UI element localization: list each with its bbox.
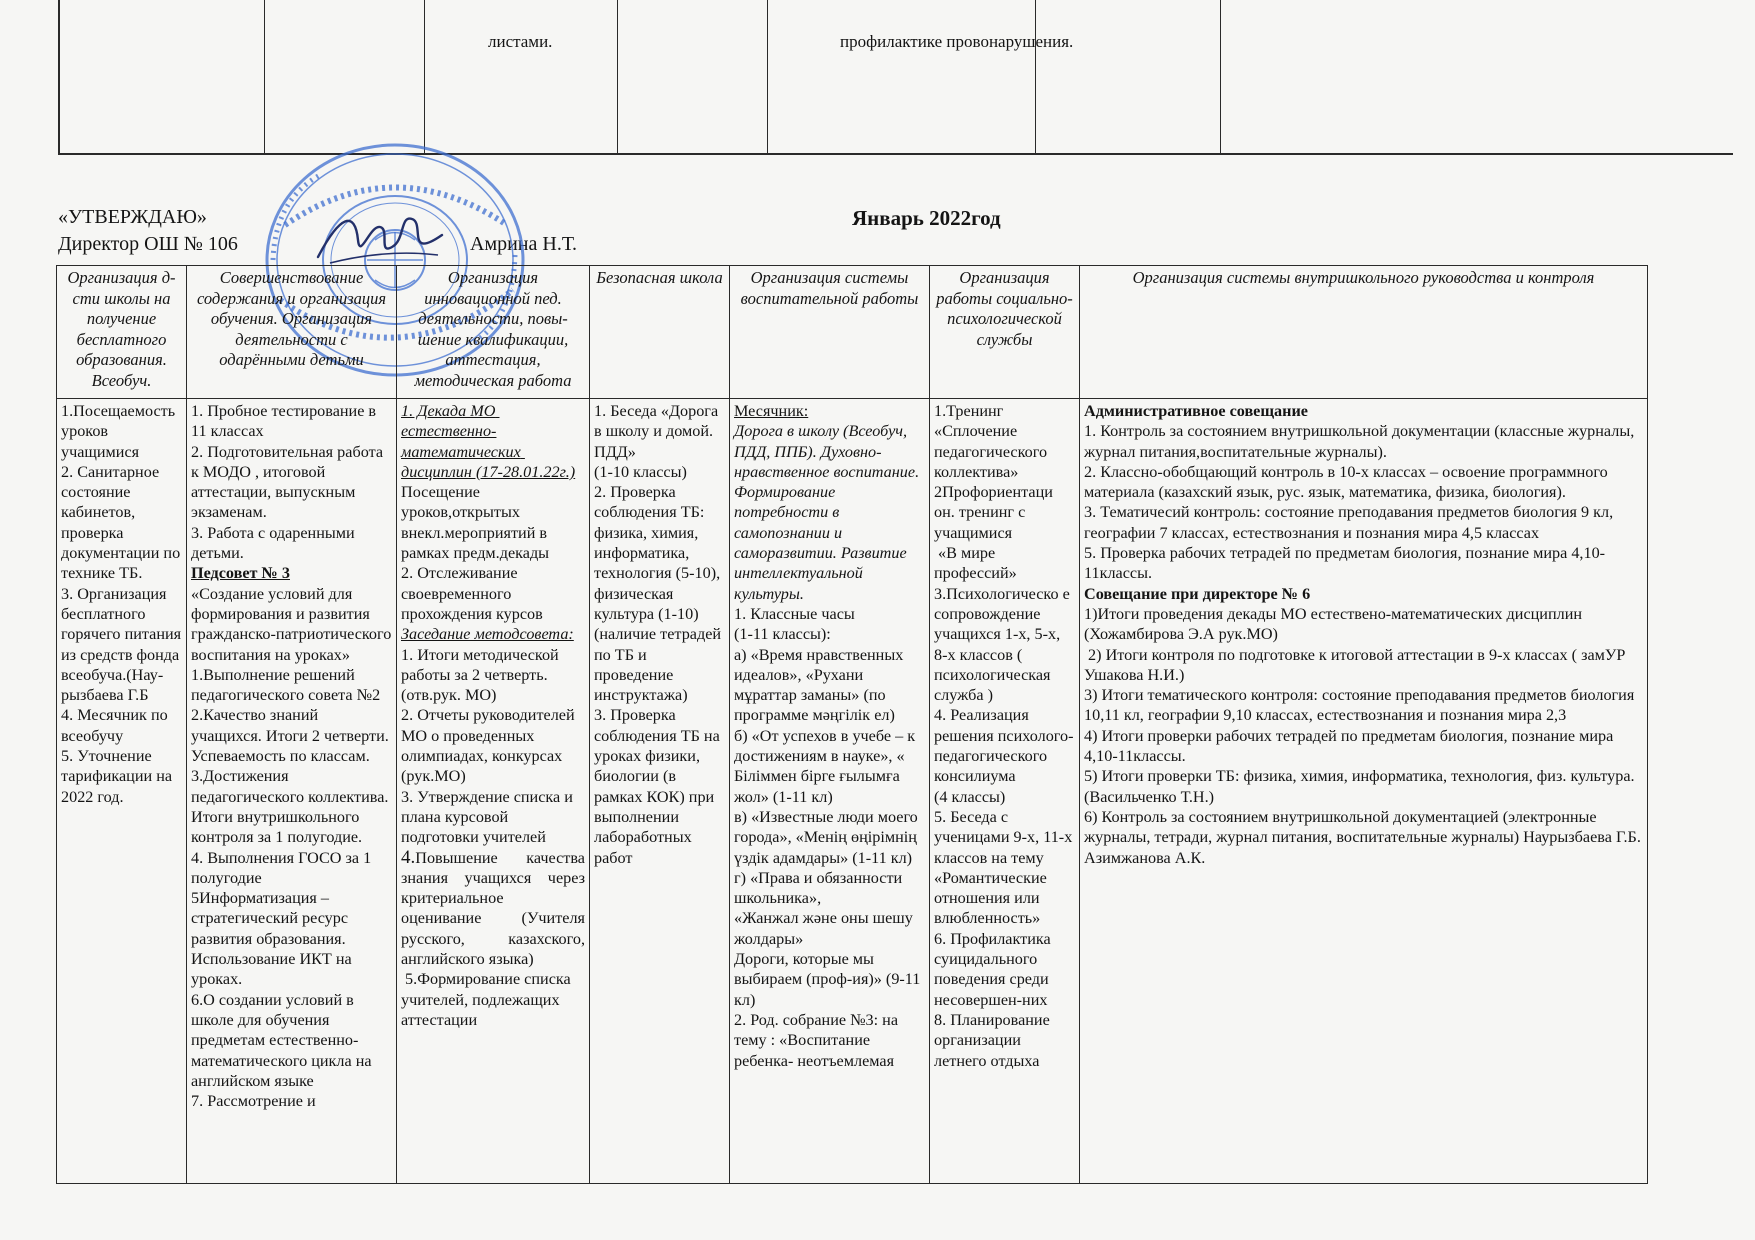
list-item: 3. Работа с одаренными детьми.: [191, 523, 359, 563]
prev-col-7: [1220, 0, 1725, 153]
cell-safe-school: [590, 399, 730, 1184]
list-item: 1. Пробное тестирование в 11 классах: [191, 402, 381, 441]
list-item: 3.Психологическо е сопровождение учащихся 1-х, 5-х, 8-х классов ( психологическая служба ): [934, 584, 1074, 705]
list-item: (4 классы): [934, 787, 1006, 806]
prev-col-6: [1035, 0, 1221, 153]
method-council-title: Заседание методсовета:: [401, 625, 574, 644]
list-item: 1. Классные часы: [734, 604, 855, 623]
list-item: 6.О создании условий в школе для обучения предметам естественно-математического цикла на английском языке: [191, 990, 376, 1090]
list-item: [401, 846, 590, 970]
prev-col-1: [60, 0, 265, 153]
cell-psychological-service: [930, 399, 1080, 1184]
list-item: 5. Проверка рабочих тетрадей по предметам биология, познание мира 4,10-11классы.: [1084, 544, 1606, 583]
list-item: Посещение уроков,открытых внекл.мероприятий в рамках предм.декады: [401, 483, 552, 563]
pedagogical-council-title: Педсовет № 3: [191, 564, 290, 583]
list-item: 4. Выполнения ГОСО за 1 полугодие: [191, 848, 376, 887]
header-cell: Организация системы внутришкольного руководства и контроля: [1080, 266, 1648, 399]
list-item: 2. Отслеживание своевременного прохождения курсов: [401, 564, 543, 623]
cell-internal-control: [1080, 399, 1648, 1184]
list-item: 5) Итоги проверки ТБ: физика, химия, информатика, технология, физ. культура.(Васильченко Т.Н.): [1084, 767, 1635, 806]
list-item: 1)Итоги проведения декады МО естествено-математических дисциплин (Хожамбирова Э.А рук.МО): [1084, 604, 1587, 644]
header-cell: Безопасная школа: [590, 266, 730, 399]
prev-col-4: [617, 0, 768, 153]
list-item: «Жанжал және оны шешу жолдары»: [734, 909, 917, 948]
list-item: 5.Формирование списка учителей, подлежащих аттестации: [401, 970, 575, 1029]
header-cell: Совершенствование содержания и организация обучения. Организация деятельности с одарёнными детьми: [187, 266, 397, 399]
director-title: Директор ОШ № 106: [58, 233, 238, 255]
item-number: 4.: [401, 846, 416, 868]
plan-table: [56, 265, 1648, 1184]
list-item: 2. Проверка соблюдения ТБ: физика, химия, информатика, технология (5-10), физическая культура (1-10) (наличие тетрадей по ТБ и проведение инструктажа): [594, 483, 726, 705]
list-item: 2. Классно-обобщающий контроль в 10-х классах – освоение программного материала (казахский язык, рус. язык, математика, физика, биология).: [1084, 462, 1612, 502]
rule-segment: [1723, 153, 1733, 155]
director-name: Амрина Н.Т.: [470, 233, 578, 255]
header-cell: Организация инновационной пед. деятельности, повы-шение квалификации, аттестация, методическая работа: [397, 266, 590, 399]
list-item: 2) Итоги контроля по подготовке к итоговой аттестации в 9-х классах ( замУР Ушакова Н.И.): [1084, 645, 1630, 684]
list-item: 8. Планирование организации летнего отдыха: [934, 1010, 1054, 1070]
previous-table-fragment: [58, 0, 1723, 155]
list-item: Дороги, которые мы выбираем (проф-ия)» (9-11 кл): [734, 950, 925, 1009]
prev-col-3: [424, 0, 618, 153]
cell-methodical-work: [397, 399, 590, 1184]
list-item: 3) Итоги тематического контроля: состояние преподавания предметов биология 10,11 кл, географии 9,10 классах, естествознания и познания мира 2,3: [1084, 686, 1639, 725]
list-item: 1. Итоги методической работы за 2 четверть.(отв.рук. МО): [401, 645, 563, 705]
list-item: 1. Беседа «Дорога в школу и домой. ПДД»: [594, 402, 723, 461]
list-item: 3. Проверка соблюдения ТБ на уроках физики, биологии (в рамках КОК) при выполнении лабоработных работ: [594, 706, 724, 867]
list-item: 1.Посещаемость уроков учащимися: [61, 402, 180, 461]
list-item: б) «От успехов в учебе – к достижениям в науке», « Біліммен бірге ғылымға жол» (1-11 кл): [734, 726, 920, 806]
approval-label: «УТВЕРЖДАЮ»: [58, 206, 207, 228]
list-item: (1-10 классы): [594, 462, 687, 481]
item-text: Повышение качества знания учащихся через критериальное оценивание (Учителя русского, казахского, английского языка): [401, 848, 590, 969]
list-item: 6. Профилактика суицидального поведения среди несовершен-них: [934, 929, 1055, 1009]
header-cell: Организация д-сти школы на получение бесплатного образования. Всеобуч.: [57, 266, 187, 399]
list-item: (1-11 классы):: [734, 625, 831, 644]
plan-month-title: Январь 2022год: [852, 206, 1001, 230]
list-item: 1.Выполнение решений педагогического совета №2: [191, 665, 381, 705]
header-row: [57, 266, 1648, 399]
list-item: 3. Тематичесий контроль: состояние преподавания предметов биология 9 кл, географии 7 классах, естествознания и познания мира 4,5 классах: [1084, 503, 1618, 542]
director-meeting-title: Совещание при директоре № 6: [1084, 584, 1311, 603]
council-topic: «Создание условий для формирования и развития гражданско-патриотического воспитания на уроках»: [191, 584, 396, 664]
month-label: Месячник:: [734, 402, 809, 420]
list-item: «В мире профессий»: [934, 544, 1017, 583]
month-topic: Дорога в школу (Всеобуч, ПДД, ППБ). Духовно-нравственное воспитание. Формирование потребности в самопознании и саморазвитии. Развитие интеллектуальной культуры.: [734, 422, 924, 603]
admin-meeting-title: Административное совещание: [1084, 402, 1308, 420]
list-item: 5Информатизация – стратегический ресурс развития образования. Использование ИКТ на уроках.: [191, 889, 356, 989]
list-item: а) «Время нравственных идеалов», «Рухани мұраттар заманы» (по программе мәңгілік ел): [734, 645, 908, 725]
cell-teaching-organization: [187, 399, 397, 1184]
list-item: 2Профориентаци он. тренинг с учащимися: [934, 483, 1057, 542]
list-item: 2. Подготовительная работа к МОДО , итоговой аттестации, выпускным экзаменам.: [191, 442, 388, 522]
list-item: 5. Уточнение тарификации на 2022 год.: [61, 747, 177, 806]
cell-general-education: [57, 399, 187, 1184]
list-item: 1.Тренинг «Сплочение педагогического коллектива»: [934, 402, 1052, 481]
prev-text-col5: профилактике провонарушения.: [840, 32, 1074, 51]
prev-text-col3: листами.: [488, 32, 553, 51]
list-item: 1. Контроль за состоянием внутришкольной документации (классные журналы, журнал питания,воспитательные журналы).: [1084, 422, 1639, 461]
list-item: 3. Организация бесплатного горячего питания из средств фонда всеобуча.(Нау-рызбаева Г.Б: [61, 584, 186, 705]
header-cell: Организация системы воспитательной работы: [730, 266, 930, 399]
list-item: 5. Беседа с ученицами 9-х, 11-х классов на тему «Романтические отношения или влюбленность»: [934, 807, 1077, 928]
list-item: 4. Месячник по всеобучу: [61, 706, 172, 745]
content-row: [57, 399, 1648, 1184]
list-item: 6) Контроль за состоянием внутришкольной документацией (электронные журналы, тетради, журнал питания, воспитательные журналы) Наурызбаева Г.Б. Азимжанова А.К.: [1084, 807, 1645, 867]
list-item: 2. Отчеты руководителей МО о проведенных олимпиадах, конкурсах (рук.МО): [401, 706, 579, 786]
decade-title: 1. Декада МО естественно-математических дисциплин (17-28.01.22г.): [401, 402, 576, 481]
list-item: 4) Итоги проверки рабочих тетрадей по предметам биология, познание мира 4,10-11классы.: [1084, 726, 1618, 766]
list-item: 4. Реализация решения психолого-педагогического консилиума: [934, 706, 1074, 786]
list-item: 2. Санитарное состояние кабинетов, проверка документации по технике ТБ.: [61, 462, 185, 583]
list-item: г) «Права и обязанности школьника»,: [734, 868, 907, 908]
list-item: 2.Качество знаний учащихся. Итоги 2 четверти. Успеваемость по классам.: [191, 706, 393, 766]
list-item: 2. Род. собрание №3: на тему : «Воспитание ребенка- неотъемлемая: [734, 1010, 903, 1070]
prev-col-2: [264, 0, 425, 153]
list-item: 7. Рассмотрение и: [191, 1092, 316, 1111]
prev-col-5: [767, 0, 1036, 153]
list-item: 3.Достижения педагогического коллектива. Итоги внутришкольного контроля за 1 полугодие.: [191, 767, 393, 847]
list-item: в) «Известные люди моего города», «Менің өңірімнің үздік адамдары» (1-11 кл): [734, 807, 922, 867]
list-item: 3. Утверждение списка и плана курсовой подготовки учителей: [401, 787, 577, 847]
header-cell: Организация работы социально-психологической службы: [930, 266, 1080, 399]
cell-educational-work: [730, 399, 930, 1184]
